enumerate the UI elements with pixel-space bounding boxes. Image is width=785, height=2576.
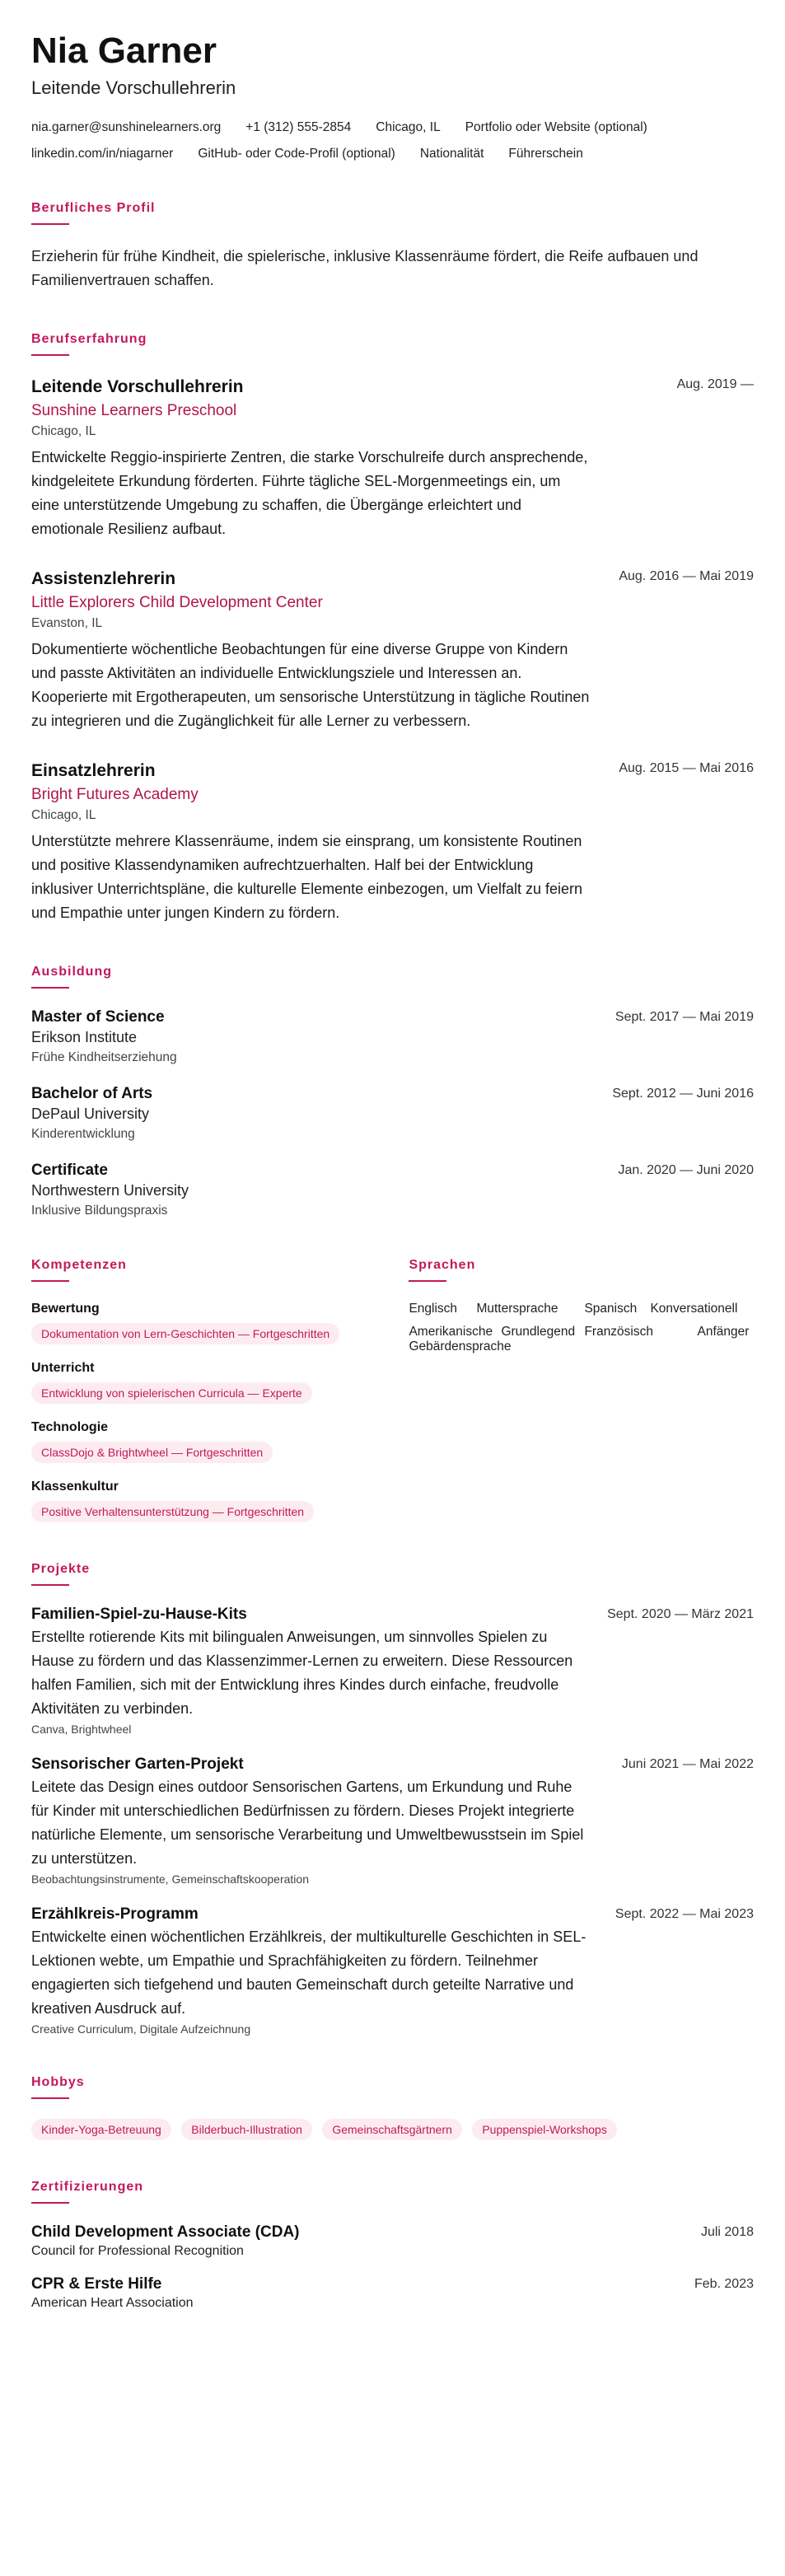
job-title: Leitende Vorschullehrerin — [31, 377, 244, 396]
entry-date: Aug. 2015 — Mai 2016 — [619, 761, 754, 775]
entry-date: Feb. 2023 — [694, 2277, 754, 2291]
hobby-tag: Kinder-Yoga-Betreuung — [31, 2119, 171, 2140]
project-title: Sensorischer Garten-Projekt — [31, 1756, 244, 1773]
section-title: Projekte — [31, 1562, 91, 1576]
resume-header — [31, 30, 754, 161]
job-description: Unterstützte mehrere Klassenräume, indem sie einsprang, um konsistente Routinen und positive Klassendynamiken aufrechtzuerhalten. Half bei der Entwicklung inklusiver Unterrichtspläne, die kulturelle Elemente einbezogen, um Vielfalt zu feiern und Empathie unter jungen Kindern zu fördern. — [31, 833, 583, 921]
section-title: Sprachen — [409, 1258, 476, 1272]
company-name: Little Explorers Child Development Center — [31, 594, 323, 611]
experience-section — [31, 332, 754, 925]
languages-list — [409, 1302, 754, 1354]
section-divider — [31, 987, 69, 989]
job-title: Einsatzlehrerin — [31, 761, 156, 780]
skill-category: Technologie — [31, 1420, 109, 1434]
project-tools: Canva, Brightwheel — [31, 1723, 132, 1736]
section-title: Berufserfahrung — [31, 332, 147, 346]
skill-category: Unterricht — [31, 1361, 95, 1375]
hobby-tag: Gemeinschaftsgärtnern — [322, 2119, 462, 2140]
skills-section — [31, 1258, 409, 1522]
skill-group — [31, 1480, 409, 1522]
skill-tag: ClassDojo & Brightwheel — Fortgeschritten — [31, 1442, 273, 1463]
entry-date: Aug. 2019 — — [676, 377, 754, 391]
project-description: Leitete das Design eines outdoor Sensorischen Gartens, um Erkundung und Ruhe für Kinder mit unterschiedlichen Bedürfnissen zu fördern. Dieses Projekt integrierte natürliche Elemente, um sensorische Verarbeitung und Umweltbewusstsein im Spiel zu unterstützen. — [31, 1779, 584, 1867]
language-name: Spanisch — [584, 1302, 638, 1316]
company-name: Sunshine Learners Preschool — [31, 402, 237, 419]
entry-date: Sept. 2017 — Mai 2019 — [614, 1010, 754, 1024]
language-name: Englisch — [409, 1302, 458, 1316]
profile-section — [31, 201, 754, 292]
field-of-study: Frühe Kindheitserziehung — [31, 1050, 177, 1064]
skill-group — [31, 1420, 409, 1463]
education-entry — [31, 1008, 754, 1065]
projects-section — [31, 1562, 754, 2036]
entry-date: Sept. 2020 — März 2021 — [607, 1607, 754, 1621]
section-divider — [409, 1280, 446, 1282]
entry-date: Aug. 2016 — Mai 2019 — [619, 569, 754, 583]
certifications-list — [31, 2223, 754, 2311]
skill-tag: Dokumentation von Lern-Geschichten — Fortgeschritten — [31, 1323, 339, 1344]
experience-entry — [31, 760, 754, 925]
job-description: Entwickelte Reggio-inspirierte Zentren, die starke Vorschulreife durch ansprechende, kindgeleitete Erkundung förderten. Führte tägliche SEL-Morgenmeetings ein, um eine unterstützende Umgebung zu schaffen, die Übergänge erleichtert und emotionale Resilienz aufbaut. — [31, 449, 588, 537]
school-name: Erikson Institute — [31, 1029, 138, 1045]
section-divider — [31, 1584, 69, 1586]
project-title: Erzählkreis-Programm — [31, 1905, 199, 1923]
contact-drivers-license: Führerschein — [508, 147, 583, 161]
language-level: Konversationell — [650, 1302, 738, 1316]
skill-tag: Positive Verhaltensunterstützung — Fortgeschritten — [31, 1501, 314, 1522]
certification-issuer: Council for Professional Recognition — [31, 2244, 244, 2258]
language-name: Amerikanische Gebärdensprache — [409, 1325, 512, 1353]
language-level: Muttersprache — [476, 1302, 558, 1316]
section-divider — [31, 223, 69, 225]
degree: Bachelor of Arts — [31, 1085, 153, 1102]
contact-list — [31, 120, 754, 161]
hobbies-list — [31, 2112, 754, 2140]
contact-portfolio[interactable]: Portfolio oder Website (optional) — [465, 120, 647, 134]
projects-list — [31, 1606, 754, 2036]
project-description: Entwickelte einen wöchentlichen Erzählkreis, der multikulturelle Geschichten in SEL-Lektionen webte, um Empathie und Sprachfähigkeiten zu fördern. Teilnehmer engagierten sich tiefgehend und bauten Gemeinschaft durch geteilte Narrative und kreativen Ausdruck auf. — [31, 1928, 586, 2017]
section-divider — [31, 2097, 69, 2099]
project-tools: Beobachtungsinstrumente, Gemeinschaftskooperation — [31, 1872, 309, 1886]
section-title: Kompetenzen — [31, 1258, 127, 1272]
skill-group — [31, 1361, 409, 1404]
section-title: Zertifizierungen — [31, 2180, 144, 2194]
skill-tag: Entwicklung von spielerischen Curricula — Experte — [31, 1382, 312, 1404]
education-list — [31, 1008, 754, 1218]
section-title: Berufliches Profil — [31, 201, 156, 215]
languages-section — [409, 1258, 754, 1522]
project-entry — [31, 1756, 754, 1886]
entry-date: Juli 2018 — [700, 2225, 754, 2239]
certifications-section — [31, 2180, 754, 2311]
candidate-name: Nia Garner — [31, 30, 217, 71]
skills-languages-row — [31, 1258, 754, 1522]
contact-linkedin[interactable]: linkedin.com/in/niagarner — [31, 147, 174, 161]
education-entry — [31, 1085, 754, 1142]
education-entry — [31, 1162, 754, 1218]
hobbies-section — [31, 2075, 754, 2140]
school-name: Northwestern University — [31, 1182, 189, 1199]
project-entry — [31, 1606, 754, 1736]
entry-date: Sept. 2012 — Juni 2016 — [612, 1087, 754, 1101]
certification-entry — [31, 2275, 754, 2311]
certification-entry — [31, 2223, 754, 2259]
section-title: Ausbildung — [31, 965, 112, 979]
job-title: Assistenzlehrerin — [31, 569, 176, 588]
entry-date: Juni 2021 — Mai 2022 — [621, 1757, 754, 1771]
job-location: Evanston, IL — [31, 616, 103, 630]
field-of-study: Kinderentwicklung — [31, 1127, 135, 1141]
language-level: Anfänger — [697, 1325, 750, 1339]
section-divider — [31, 2202, 69, 2204]
experience-list — [31, 376, 754, 925]
education-section — [31, 965, 754, 1218]
hobby-tag: Puppenspiel-Workshops — [472, 2119, 617, 2140]
language-name: Französisch — [584, 1325, 653, 1339]
project-entry — [31, 1905, 754, 2036]
project-tools: Creative Curriculum, Digitale Aufzeichnung — [31, 2022, 251, 2036]
entry-date: Jan. 2020 — Juni 2020 — [618, 1163, 754, 1177]
profile-summary: Erzieherin für frühe Kindheit, die spielerische, inklusive Klassenräume fördert, die Reife aufbauen und Familienvertrauen schaffen. — [31, 248, 699, 288]
certification-name: CPR & Erste Hilfe — [31, 2275, 162, 2293]
contact-phone[interactable]: +1 (312) 555-2854 — [245, 120, 352, 134]
school-name: DePaul University — [31, 1106, 150, 1122]
candidate-headline: Leitende Vorschullehrerin — [31, 77, 236, 98]
section-title: Hobbys — [31, 2075, 85, 2089]
company-name: Bright Futures Academy — [31, 786, 199, 803]
field-of-study: Inklusive Bildungspraxis — [31, 1204, 168, 1218]
skill-group — [31, 1302, 409, 1344]
hobby-tag: Bilderbuch-Illustration — [181, 2119, 312, 2140]
contact-github[interactable]: GitHub- oder Code-Profil (optional) — [198, 147, 395, 161]
job-location: Chicago, IL — [31, 808, 96, 822]
degree: Master of Science — [31, 1008, 165, 1026]
section-divider — [31, 1280, 69, 1282]
section-divider — [31, 354, 69, 356]
project-description: Erstellte rotierende Kits mit bilingualen Anweisungen, um sinnvolles Spielen zu Hause zu fördern und das Klassenzimmer-Lernen zu erweitern. Diese Ressourcen halfen Familien, sich mit der Entwicklung ihres Kindes durch einfache, freudvolle Aktivitäten zu verbinden. — [31, 1629, 573, 1717]
degree: Certificate — [31, 1162, 108, 1179]
job-description: Dokumentierte wöchentliche Beobachtungen für eine diverse Gruppe von Kindern und passte Aktivitäten an individuelle Entwicklungsziele und Interessen an. Kooperierte mit Ergotherapeuten, um sensorische Unterstützung in tägliche Routinen zu integrieren und die Zugänglichkeit für alle Lerner zu verbessern. — [31, 641, 590, 729]
entry-date: Sept. 2022 — Mai 2023 — [614, 1907, 754, 1921]
skills-list — [31, 1302, 409, 1522]
certification-name: Child Development Associate (CDA) — [31, 2223, 300, 2241]
experience-entry — [31, 376, 754, 541]
job-location: Chicago, IL — [31, 424, 96, 438]
project-title: Familien-Spiel-zu-Hause-Kits — [31, 1606, 247, 1623]
language-level: Grundlegend — [501, 1325, 576, 1339]
contact-location: Chicago, IL — [376, 120, 441, 134]
skill-category: Klassenkultur — [31, 1480, 119, 1494]
experience-entry — [31, 568, 754, 733]
contact-email[interactable]: nia.garner@sunshinelearners.org — [31, 120, 222, 134]
skill-category: Bewertung — [31, 1302, 100, 1316]
contact-nationality: Nationalität — [419, 147, 484, 161]
certification-issuer: American Heart Association — [31, 2296, 194, 2310]
